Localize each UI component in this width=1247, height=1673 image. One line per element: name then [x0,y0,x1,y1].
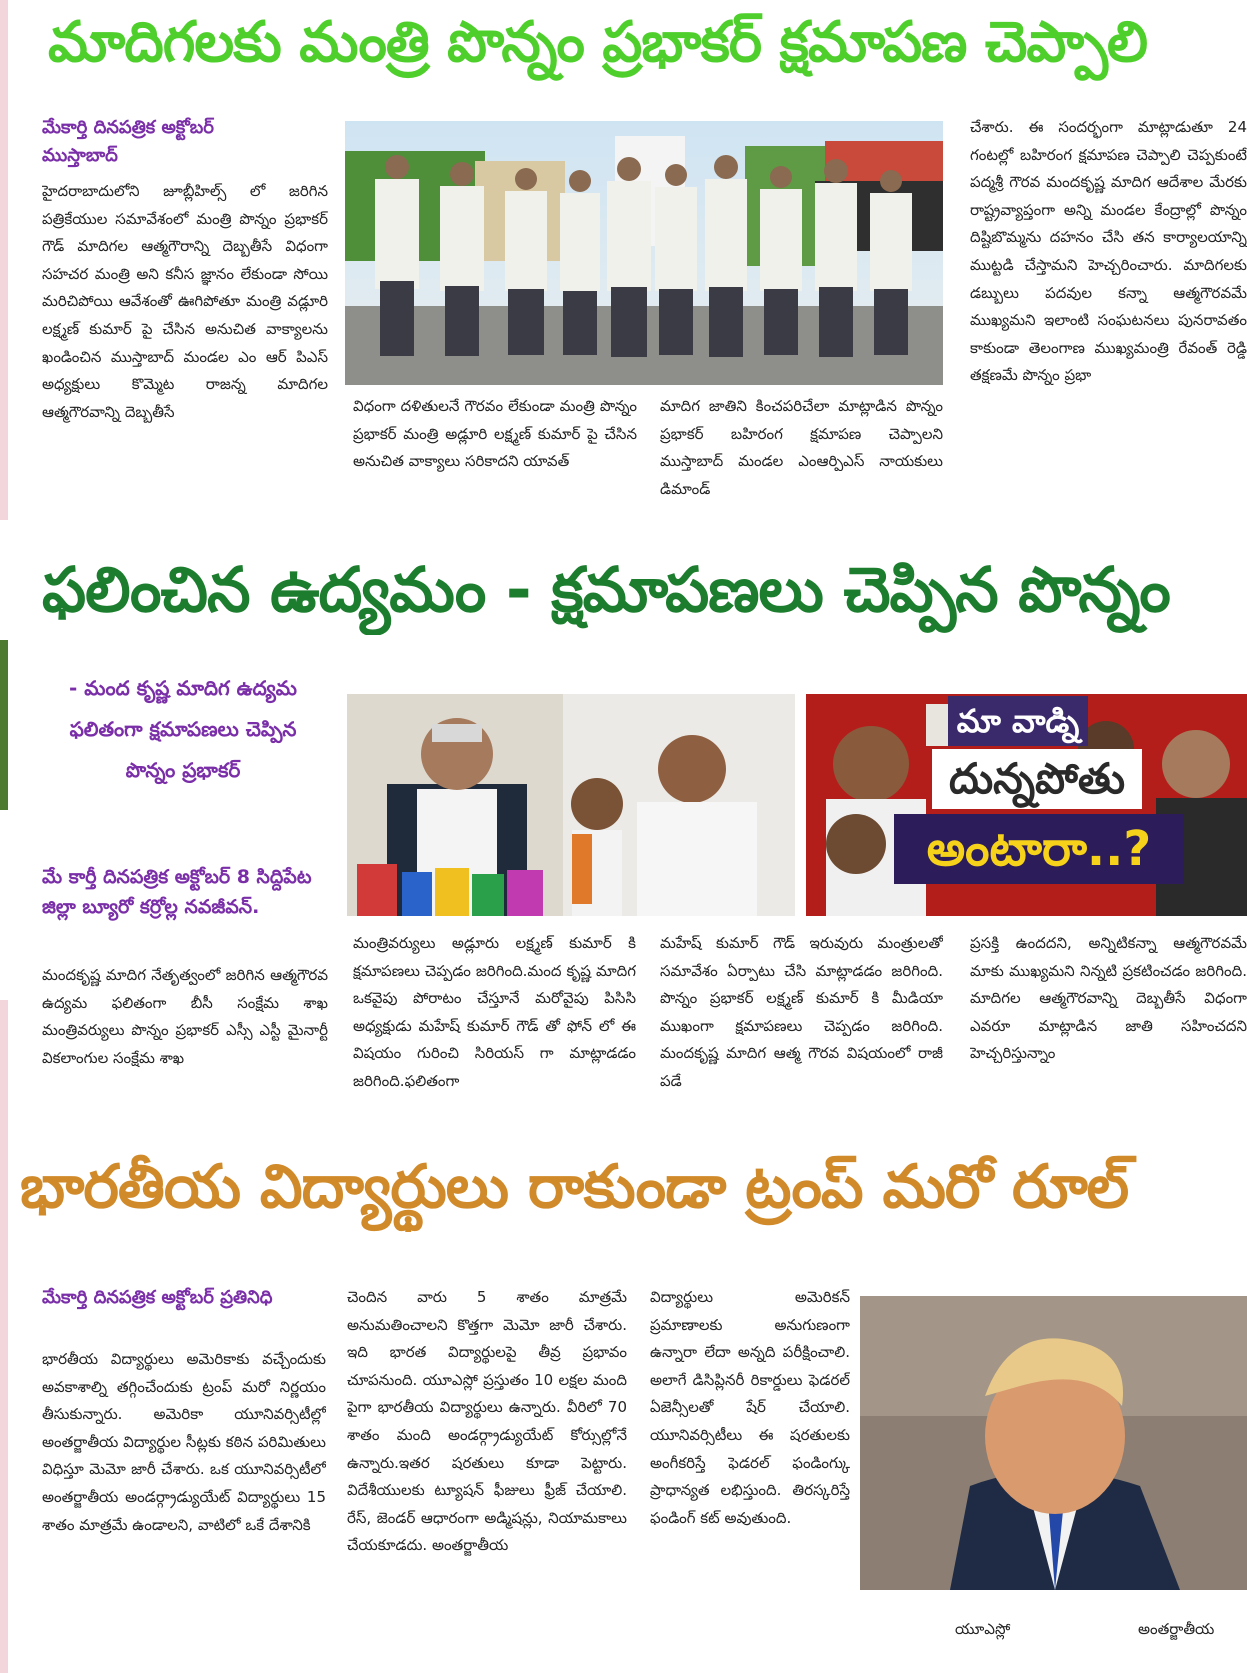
byline-1: మేకార్తి దినపత్రిక అక్టోబర్ ముస్తాబాద్ [42,117,214,166]
article2-column-2: మంత్రివర్యులు అడ్లూరు లక్ష్మణ్ కుమార్ కి క్షమాపణలు చెప్పడం జరిగింది.మంద కృష్ణ మాదిగ ఒకవైపు పోరాటం చేస్తూనే మరోవైపు పిసిసి అధ్యక్షుడు మహేష్ కుమార్ గౌడ్ తో ఫోన్ లో ఈ విషయం గురించి సిరియస్ గా మాట్లాడడం జరిగింది.ఫలితంగా [353,934,636,1090]
article1-column-2: విధంగా దళితులనే గౌరవం లేకుండా మంత్రి పొన్నం ప్రభాకర్ మంత్రి అడ్లూరి లక్ష్మణ్ కుమార్ పై చేసిన అనుచిత వాక్యాలు సరికాదని యావత్ [353,397,637,471]
group-photo-image [345,121,943,385]
headline-trump-rule: భారతీయ విద్యార్థులు రాకుండా ట్రంప్ మరో రూల్ [20,1152,1129,1222]
trump-photo [860,1296,1247,1590]
article3-column-2: చెందిన వారు 5 శాతం మాత్రమే అనుమతించాలని కొత్తగా మెమో జారీ చేశారు. ఇది భారత విద్యార్థులపై తీవ్ర ప్రభావం చూపనుంది. యూఎస్లో ప్రస్తుతం 10 లక్షల మంది పైగా భారతీయ విద్యార్థులు ఉన్నారు. వీరిలో 70 శాతం మంది అండర్గ్రాడ్యుయేట్ కోర్సుల్లోనే ఉన్నారు.ఇతర షరతులు కూడా పెట్టారు. విదేశీయులకు ట్యూషన్ ఫీజులు ఫ్రీజ్ చేయాలి. రేస్, జెండర్ ఆధారంగా అడ్మిషన్లు, నియామకాలు చేయకూడదు. అంతర్జాతీయ [347,1288,627,1555]
edge-photo-fragment [0,640,8,810]
press-meet-photo [347,694,795,916]
byline-3: మేకార్తి దినపత్రిక అక్టోబర్ ప్రతినిధి [42,1287,273,1308]
thumbnail-text-line-1: మా వాడ్ని [948,696,1088,746]
group-photo [345,121,943,385]
page-edge-strip-lower [0,1000,8,1673]
article1-column-3: మాదిగ జాతిని కించపరిచేలా మాట్లాడిన పొన్నం ప్రభాకర్ బహిరంగ క్షమాపణ చెప్పాలని ముస్తాబాద్ మండల ఎంఆర్పిఎస్ నాయకులు డిమాండ్ [660,397,943,498]
headline-movement-success: ఫలించిన ఉద్యమం - క్షమాపణలు చెప్పిన పొన్నం [42,553,1170,626]
caption-left: యూఎస్లో [955,1620,1011,1638]
article3-column-3: విద్యార్థులు అమెరికన్ ప్రమాణాలకు అనుగుణంగా ఉన్నారా లేదా అన్నది పరీక్షించాలి. అలాగే డిసిప్లినరీ రికార్డులు ఫెడరల్ ఏజెన్సీలతో షేర్ చేయాలి. యూనివర్సిటీలు ఈ షరతులకు అంగీకరిస్తే ఫెడరల్ ఫండింగ్కు ప్రాధాన్యత లభిస్తుంది. తిరస్కరిస్తే ఫండింగ్ కట్ అవుతుంది. [650,1288,850,1527]
thumbnail-text-line-2: దున్నపోతు [932,749,1142,809]
thumbnail-text-line-3: అంటారా..? [894,814,1184,884]
article2-column-3: మహేష్ కుమార్ గౌడ్ ఇరువురు మంత్రులతో సమావేశం ఏర్పాటు చేసి మాట్లాడడం జరిగింది. పొన్నం ప్రభాకర్ లక్ష్మణ్ కుమార్ కి మీడియా ముఖంగా క్షమాపణలు చెప్పడం జరిగింది. మందకృష్ణ మాదిగ ఆత్మ గౌరవ విషయంలో రాజీ పడే [660,934,943,1090]
article1-column-4: చేశారు. ఈ సందర్భంగా మాట్లాడుతూ 24 గంటల్లో బహిరంగ క్షమాపణ చెప్పాలి చెప్పకుంటే పద్మశ్రీ గౌరవ మందకృష్ణ మాదిగ ఆదేశాల మేరకు రాష్ట్రవ్యాప్తంగా అన్ని మండల కేంద్రాల్లో పొన్నం దిష్టిబొమ్మను దహనం చేసి తన కార్యాలయాన్ని ముట్టడి చేస్తామని హెచ్చరించారు. మాదిగలకు డబ్బులు పదవుల కన్నా ఆత్మగౌరవమే ముఖ్యమని ఇలాంటి సంఘటనలు పునరావతం కాకుండా తెలంగాణ ముఖ్యమంత్రి రేవంత్ రెడ్డి తక్షణమే పొన్నం ప్రభా [970,118,1247,385]
pull-quote: - మంద కృష్ణ మాదిగ ఉద్యమ ఫలితంగా క్షమాపణలు చెప్పిన పొన్నం ప్రభాకర్ [69,676,297,782]
article3-column-1: భారతీయ విద్యార్థులు అమెరికాకు వచ్చేందుకు అవకాశాల్ని తగ్గించేందుకు ట్రంప్ మరో నిర్ణయం తీసుకున్నారు. అమెరికా యూనివర్సిటీల్లో అంతర్జాతీయ విద్యార్థుల సీట్లకు కఠిన పరిమితులు విధిస్తూ మెమో జారీ చేశారు. ఒక యూనివర్సిటీలో అంతర్జాతీయ అండర్గ్రాడ్యుయేట్ విద్యార్థులు 15 శాతం మాత్రమే ఉండాలని, వాటిలో ఒకే దేశానికి [42,1350,326,1534]
byline-2: మే కార్తీ దినపత్రిక అక్టోబర్ 8 సిద్దిపేట జిల్లా బ్యూరో కర్రోల్ల నవజీవన్. [42,866,312,918]
article1-column-1: హైదరాబాదులోని జూబ్లీహిల్స్ లో జరిగిన పత్రికేయుల సమావేశంలో మంత్రి పొన్నం ప్రభాకర్ గౌడ్ మాదిగల ఆత్మగౌరాన్ని దెబ్బతీసే విధంగా సహచర మంత్రి అని కనీస జ్ఞానం లేకుండా సోయి మరిచిపోయి ఆవేశంతో ఊగిపోతూ మంత్రి వడ్లూరి లక్ష్మణ్ కుమార్ పై చేసిన అనుచిత వాక్యాలను ఖండించిన ముస్తాబాద్ మండల ఎం ఆర్ పిఎస్ అధ్యక్షులు కొమ్మెట రాజన్న మాదిగల ఆత్మగౌరవాన్ని దెబ్బతీసే [42,182,328,421]
caption-right: అంతర్జాతీయ [1138,1620,1215,1638]
article2-column-4: ప్రసక్తి ఉందదని, అన్నిటికన్నా ఆత్మగౌరవమే మాకు ముఖ్యమని నిన్నటి ప్రకటించడం జరిగింది. మాదిగల ఆత్మగౌరవాన్ని దెబ్బతీసే విధంగా ఎవరూ మాట్లాడిన జాతి సహించదని హెచ్చరిస్తున్నాం [970,934,1247,1063]
headline-apology-demand: మాదిగలకు మంత్రి పొన్నం ప్రభాకర్ క్షమాపణ చెప్పాలి [48,10,1148,75]
press-meet-image [347,694,795,916]
trump-portrait-image [860,1296,1247,1590]
article2-column-1: మందకృష్ణ మాదిగ నేతృత్వంలో జరిగిన ఆత్మగౌరవ ఉద్యమ ఫలితంగా బీసీ సంక్షేమ శాఖ మంత్రివర్యులు పొన్నం ప్రభాకర్ ఎస్సీ ఎస్టీ మైనార్టీ వికలాంగుల సంక్షేమ శాఖ [42,966,328,1067]
video-thumbnail[interactable] [806,694,1247,916]
page-edge-strip [0,0,8,520]
